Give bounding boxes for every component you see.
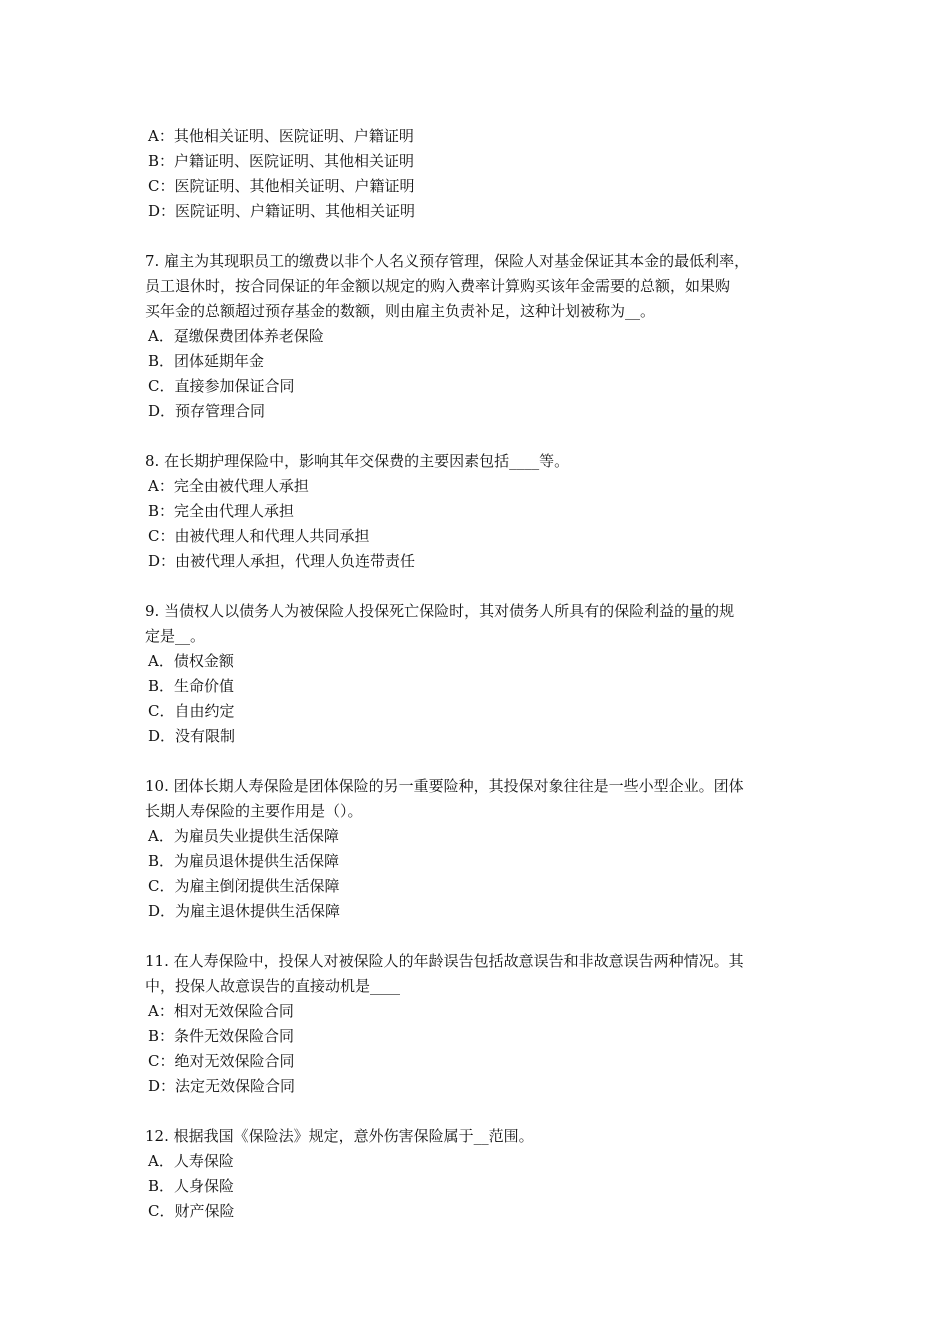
- option-d: D：医院证明、户籍证明、其他相关证明: [148, 202, 416, 220]
- option-d: D．为雇主退休提供生活保障: [148, 902, 341, 920]
- question-block-7: [145, 249, 815, 424]
- option-c: C．财产保险: [148, 1202, 235, 1220]
- question-stem-line: 8. 在长期护理保险中，影响其年交保费的主要因素包括____等。: [145, 452, 570, 470]
- question-block-6-options: [145, 124, 815, 224]
- option-b: B：条件无效保险合同: [148, 1027, 295, 1045]
- option-a: A．趸缴保费团体养老保险: [148, 327, 324, 345]
- option-d: D：由被代理人承担，代理人负连带责任: [148, 552, 416, 570]
- question-stem-line: 7. 雇主为其现职员工的缴费以非个人名义预存管理，保险人对基金保证其本金的最低利率，: [145, 252, 750, 270]
- option-a: A：相对无效保险合同: [148, 1002, 294, 1020]
- option-b: B．团体延期年金: [148, 352, 265, 370]
- option-d: D．没有限制: [148, 727, 236, 745]
- question-block-11: [145, 949, 815, 1099]
- option-c: C：医院证明、其他相关证明、户籍证明: [148, 177, 415, 195]
- spacer: [145, 924, 815, 949]
- option-a: A．债权金额: [148, 652, 234, 670]
- question-stem-line: 员工退休时，按合同保证的年金额以规定的购入费率计算购买该年金需要的总额，如果购: [145, 277, 731, 295]
- question-stem-line: 定是__。: [145, 627, 206, 645]
- option-a: A：完全由被代理人承担: [148, 477, 309, 495]
- option-b: B．人身保险: [148, 1177, 235, 1195]
- question-block-9: [145, 599, 815, 749]
- question-block-10: [145, 774, 815, 924]
- option-c: C：绝对无效保险合同: [148, 1052, 295, 1070]
- spacer: [145, 1099, 815, 1124]
- spacer: [145, 424, 815, 449]
- document-page: [145, 124, 815, 1224]
- spacer: [145, 224, 815, 249]
- option-c: C．为雇主倒闭提供生活保障: [148, 877, 340, 895]
- question-block-8: [145, 449, 815, 574]
- option-d: D：法定无效保险合同: [148, 1077, 296, 1095]
- question-stem-line: 买年金的总额超过预存基金的数额，则由雇主负责补足，这种计划被称为__。: [145, 302, 656, 320]
- option-b: B：完全由代理人承担: [148, 502, 295, 520]
- spacer: [145, 749, 815, 774]
- option-a: A．人寿保险: [148, 1152, 234, 1170]
- option-c: C：由被代理人和代理人共同承担: [148, 527, 370, 545]
- option-d: D．预存管理合同: [148, 402, 266, 420]
- option-b: B．为雇员退休提供生活保障: [148, 852, 340, 870]
- question-stem-line: 11. 在人寿保险中，投保人对被保险人的年龄误告包括故意误告和非故意误告两种情况。其: [145, 952, 744, 970]
- question-stem-line: 中，投保人故意误告的直接动机是____: [145, 977, 401, 995]
- option-c: C．自由约定: [148, 702, 235, 720]
- option-b: B：户籍证明、医院证明、其他相关证明: [148, 152, 415, 170]
- question-stem-line: 10. 团体长期人寿保险是团体保险的另一重要险种，其投保对象往往是一些小型企业。团体: [145, 777, 744, 795]
- option-a: A：其他相关证明、医院证明、户籍证明: [148, 127, 414, 145]
- question-stem-line: 长期人寿保险的主要作用是（）。: [145, 802, 363, 820]
- question-stem-line: 9. 当债权人以债务人为被保险人投保死亡保险时，其对债务人所具有的保险利益的量的规: [145, 602, 735, 620]
- spacer: [145, 574, 815, 599]
- question-block-12: [145, 1124, 815, 1224]
- question-stem-line: 12. 根据我国《保险法》规定，意外伤害保险属于__范围。: [145, 1127, 534, 1145]
- option-c: C．直接参加保证合同: [148, 377, 295, 395]
- option-b: B．生命价值: [148, 677, 235, 695]
- option-a: A．为雇员失业提供生活保障: [148, 827, 339, 845]
